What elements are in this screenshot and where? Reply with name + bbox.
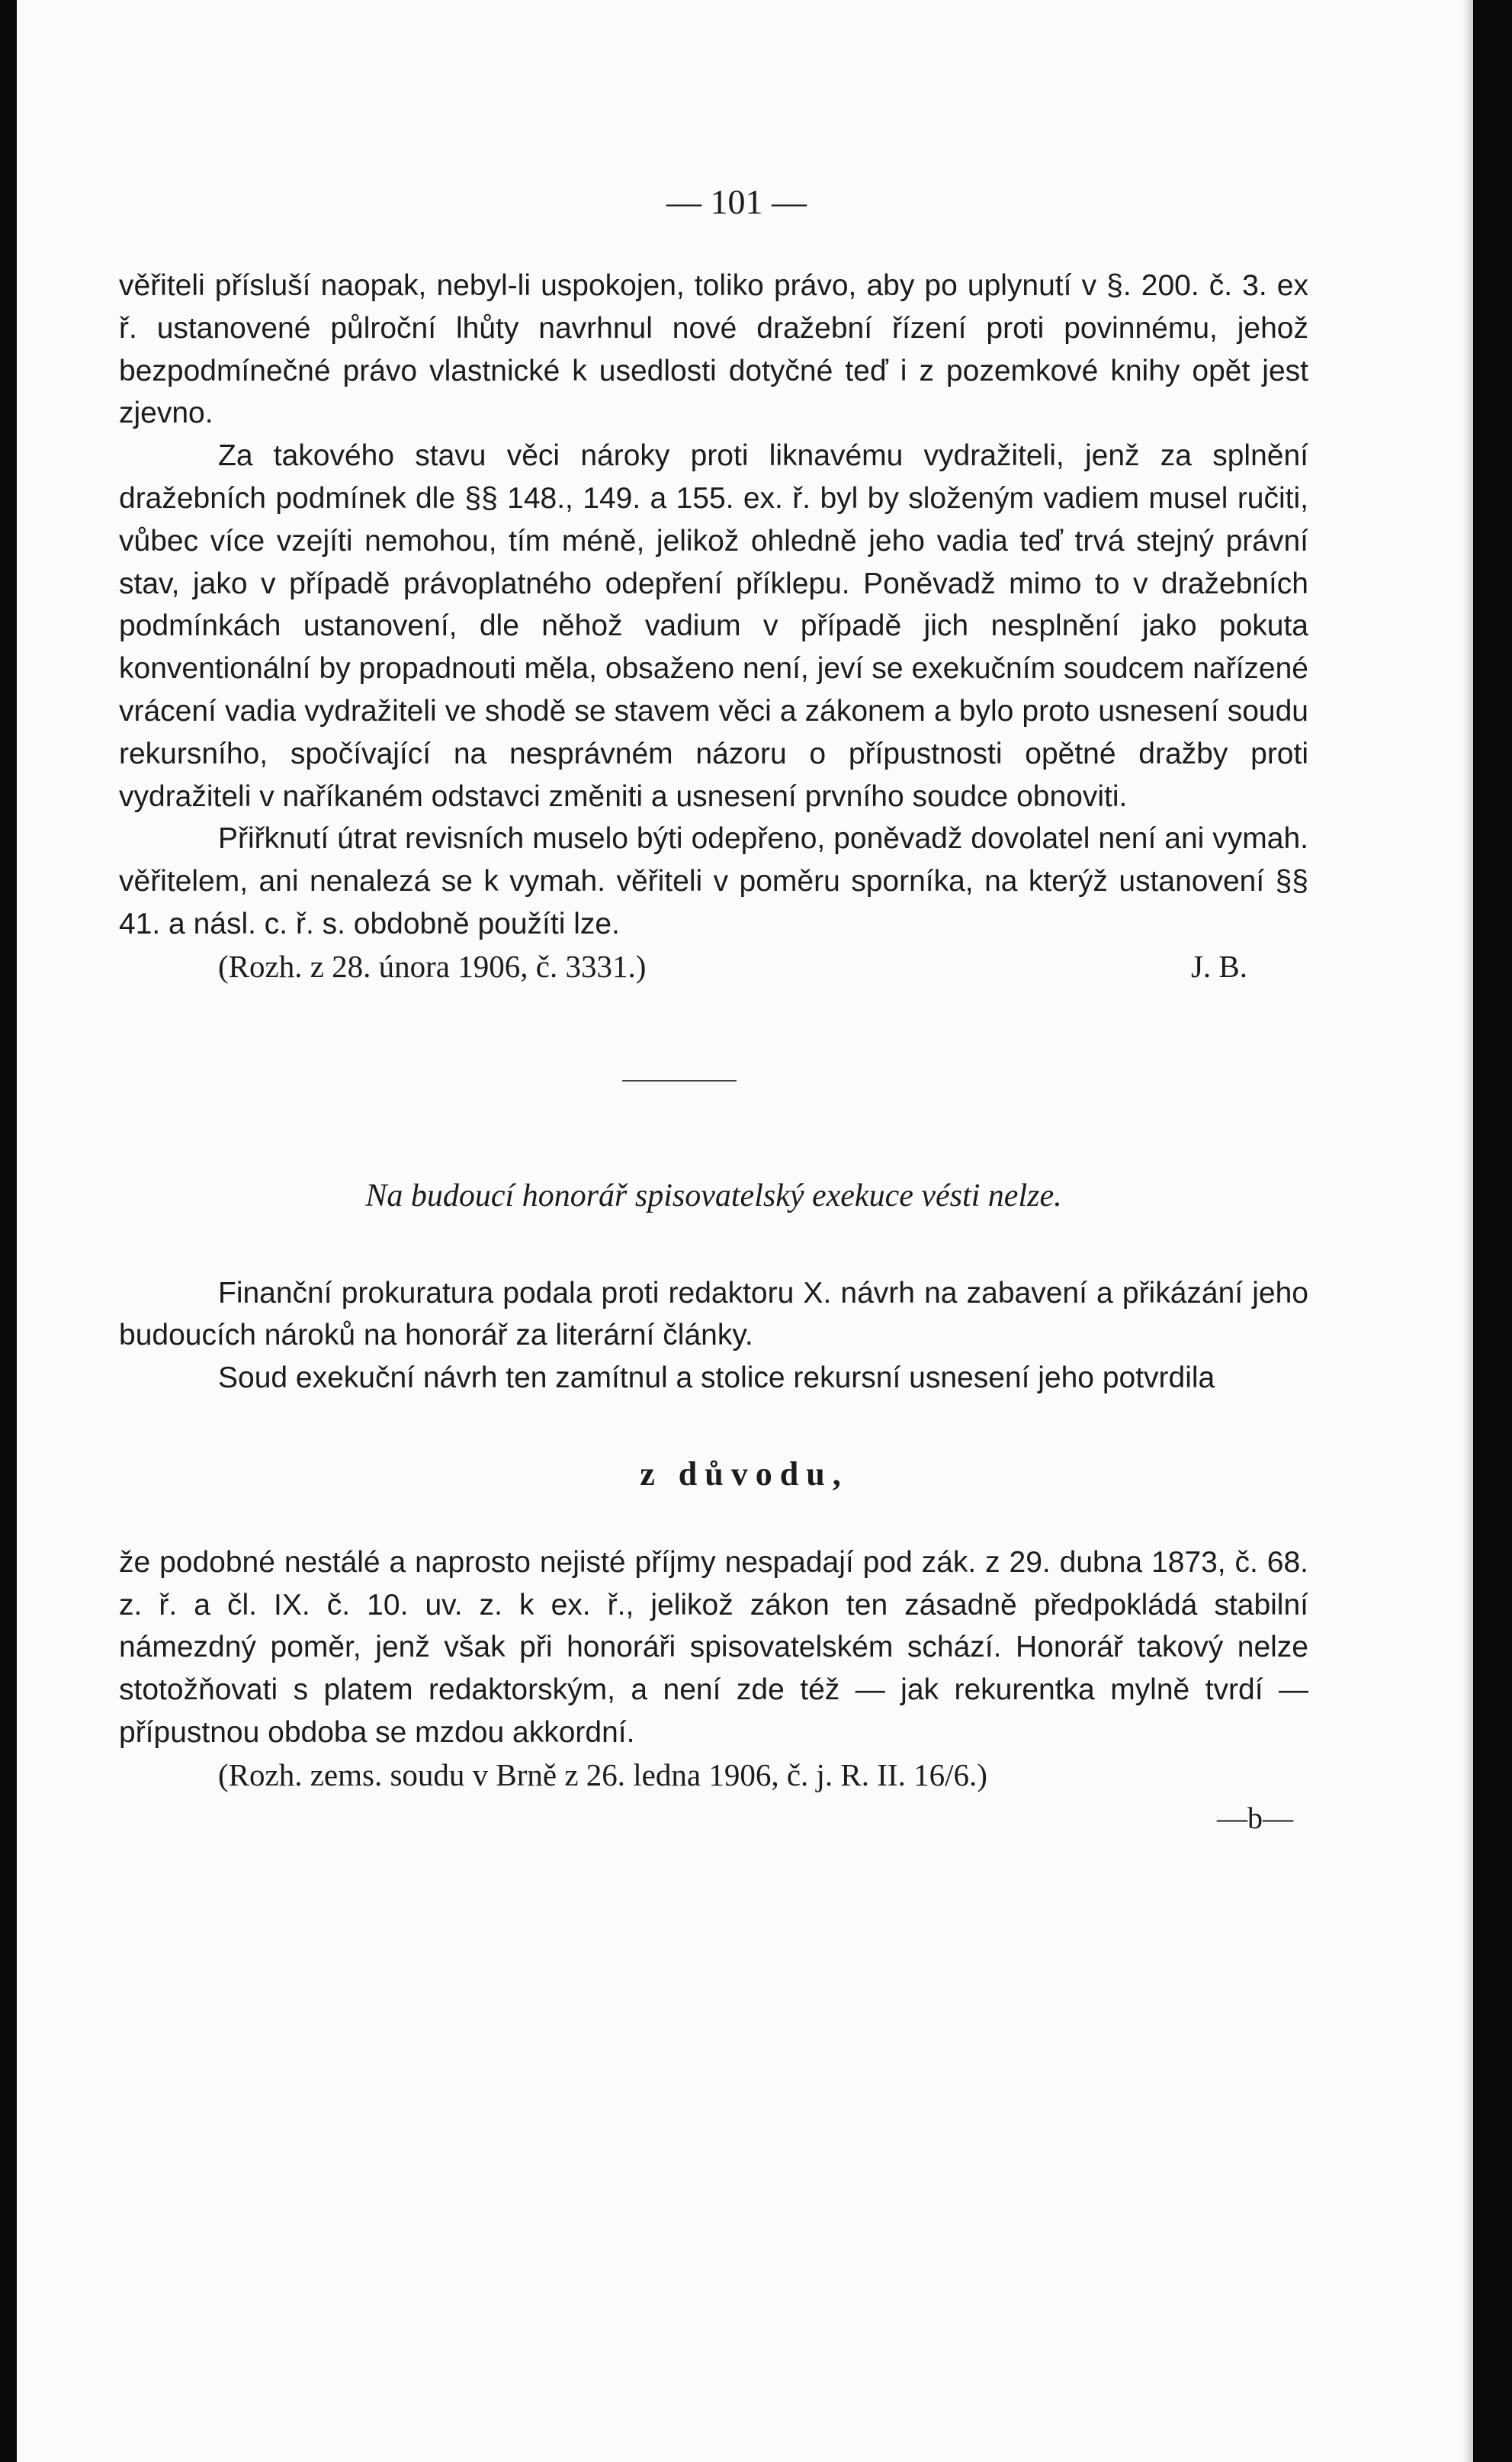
paragraph-continuation: věřiteli přísluší naopak, nebyl-li uspokojen, toliko právo, aby po uplynutí v §. 200. č. 3. ex ř. ustanovené půlroční lhůty navrhnul nové dražební řízení proti povinnému, jehož bezpodmínečné právo vlastnické k usedlosti dotyčné teď i z pozemkové knihy opět jest zjevno. [119,269,1308,430]
paragraph-court-ruling: Soud exekuční návrh ten zamítnul a stolice rekursní usnesení jeho potvrdila [218,1361,1215,1395]
paragraph-grounds: že podobné nestálé a naprosto nejisté příjmy nespadají pod zák. z 29. dubna 1873, č. 68. z. ř. a čl. IX. č. 10. uv. z. k ex. ř., jelikož zákon ten zásadně předpokládá stabilní námezdný poměr, jenž však při honoráři spisovatelském schází. Honorář takový nelze stotožňovati s platem redaktorským, a není zde též — jak rekurentka mylně tvrdí — přípustnou obdoba se mzdou akkordní. [119,1545,1308,1749]
paragraph-costs: Přiřknutí útrat revisních muselo býti odepřeno, poněvadž dovolatel není ani vymah. věřitelem, ani nenalezá se k vymah. věřiteli v poměru sporníka, na kterýž ustanovení §§ 41. a násl. c. ř. s. obdobně použíti lze. [119,822,1308,940]
page-number: — 101 — [666,182,807,221]
page-content [119,179,1308,1839]
book-page [17,0,1473,2462]
citation-line [119,946,1308,988]
section-divider [622,1080,737,1082]
page-edge-shadow [1462,0,1473,2462]
paragraph-motion: Finanční prokuratura podala proti redaktoru X. návrh na zabavení a přikázání jeho budoucích nároků na honorář za literární články. [119,1276,1308,1352]
paragraph-reasoning: Za takového stavu věci nároky proti liknavému vydražiteli, jenž za splnění dražebních podmínek dle §§ 148., 149. a 155. ex. ř. byl by složeným vadiem musel ručiti, vůbec více vzejíti nemohou, tím méně, jelikož ohledně jeho vadia teď trvá stejný právní stav, jako v případě právoplatného odepření příklepu. Poněvadž mimo to v dražebních podmínkách ustanovení, dle něhož vadium v případě jich nesplnění jako pokuta konventionální by propadnouti měla, obsaženo není, jeví se exekučním soudcem nařízené vrácení vadia vydražiteli ve shodě se stavem věci a zákonem a bylo proto usnesení soudu rekursního, spočívající na nesprávném názoru o přípustnosti opětné dražby proti vydražiteli v naříkaném odstavci změniti a usnesení prvního soudce obnoviti. [119,439,1308,813]
author-initials: J. B. [1190,948,1247,984]
author-sign-off: —b— [1217,1800,1293,1835]
spaced-title: z důvodu, [640,1454,849,1493]
section-heading: Na budoucí honorář spisovatelský exekuce vésti nelze. [365,1178,1062,1213]
citation-court: (Rozh. zems. soudu v Brně z 26. ledna 1906, č. j. R. II. 16/6.) [218,1757,987,1792]
citation-decision: (Rozh. z 28. února 1906, č. 3331.) [218,948,647,984]
